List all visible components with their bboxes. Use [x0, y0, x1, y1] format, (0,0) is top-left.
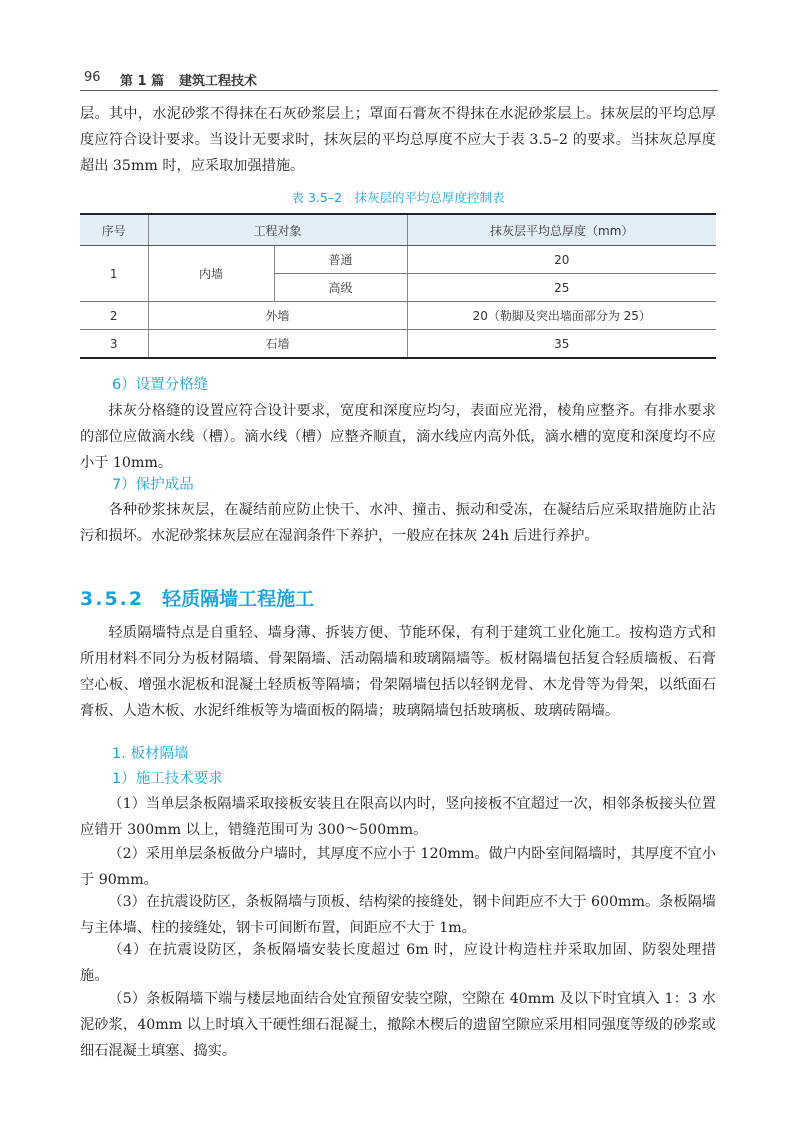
sub7-paragraph: 各种砂浆抹灰层，在凝结前应防止快干、水冲、撞击、振动和受冻，在凝结后应采取措施防止沾污和损坏。水泥砂浆抹灰层应在湿润条件下养护，一般应在抹灰 24h 后进行养护。 [80, 502, 716, 544]
header-divider [80, 90, 718, 91]
part-title: 建筑工程技术 [179, 74, 258, 89]
heading-6: 6）设置分格缝 [112, 377, 209, 393]
heading-part1-sub1: 1）施工技术要求 [112, 771, 223, 787]
section-number: 3.5.2 [80, 588, 145, 610]
sub7-block [80, 497, 716, 549]
cell-object: 石墙 [148, 330, 407, 359]
section-title: 轻质隔墙工程施工 [162, 588, 315, 610]
list-item: （5）条板隔墙下端与楼层地面结合处宜预留安装空隙，空隙在 40mm 及以下时宜填入 1：3 水泥砂浆，40mm 以上时填入干硬性细石混凝土，撤除木楔后的遗留空隙应采用相同强度等级的砂浆或细石混凝土填塞、捣实。 [80, 991, 716, 1059]
heading-7: 7）保护成品 [112, 477, 194, 493]
header-object: 工程对象 [148, 214, 407, 246]
table-row [80, 246, 716, 274]
list-item: （1）当单层条板隔墙采取接板安装且在限高以内时，竖向接板不宜超过一次，相邻条板接头位置应错开 300mm 以上，错缝范围可为 300～500mm。 [80, 796, 716, 838]
cell-value: 20 [407, 246, 716, 274]
cell-value: 35 [407, 330, 716, 359]
item-5-block [80, 986, 716, 1064]
table-header-row [80, 214, 716, 246]
cell-value: 25 [407, 274, 716, 302]
table-caption: 表 3.5–2 抹灰层的平均总厚度控制表 [291, 190, 505, 205]
header-thickness: 抹灰层平均总厚度（mm） [407, 214, 716, 246]
part-label: 第 1 篇 [120, 74, 165, 89]
item-1-block [80, 791, 716, 843]
cell-sub: 普通 [274, 246, 407, 274]
cell-value: 20（勒脚及突出墙面部分为 25） [407, 302, 716, 330]
running-header [84, 70, 716, 92]
item-3-block [80, 889, 716, 941]
table-row [80, 330, 716, 359]
list-item: （4）在抗震设防区，条板隔墙安装长度超过 6m 时，应设计构造柱并采取加固、防裂处理措施。 [80, 942, 716, 984]
heading-part1: 1. 板材隔墙 [112, 746, 189, 762]
intro-paragraph-block [80, 101, 716, 179]
page-number: 96 [84, 70, 101, 85]
thickness-table [80, 213, 716, 359]
list-item: （2）采用单层条板做分户墙时，其厚度不应小于 120mm。做户内卧室间隔墙时，其厚度不宜小于 90mm。 [80, 846, 716, 888]
sub6-paragraph: 抹灰分格缝的设置应符合设计要求，宽度和深度应均匀，表面应光滑，棱角应整齐。有排水要求的部位应做滴水线（槽）。滴水线（槽）应整齐顺直，滴水线应内高外低，滴水槽的宽度和深度均不应小于 10mm。 [80, 403, 716, 471]
list-item: （3）在抗震设防区，条板隔墙与顶板、结构梁的接缝处，钢卡间距应不大于 600mm。条板隔墙与主体墙、柱的接缝处，钢卡可间断布置，间距应不大于 1m。 [80, 894, 716, 936]
item-2-block [80, 841, 716, 893]
cell-object: 外墙 [148, 302, 407, 330]
section-intro-block [80, 620, 716, 724]
table-row [80, 302, 716, 330]
cell-object: 内墙 [148, 246, 274, 302]
header-no: 序号 [80, 214, 148, 246]
sub6-block [80, 398, 716, 476]
cell-sub: 高级 [274, 274, 407, 302]
section-heading [80, 584, 314, 611]
cell-no: 3 [80, 330, 148, 359]
section-intro-paragraph: 轻质隔墙特点是自重轻、墙身薄、拆装方便、节能环保，有利于建筑工业化施工。按构造方式和所用材料不同分为板材隔墙、骨架隔墙、活动隔墙和玻璃隔墙等。板材隔墙包括复合轻质墙板、石膏空心板、增强水泥板和混凝土轻质板等隔墙；骨架隔墙包括以轻钢龙骨、木龙骨等为骨架，以纸面石膏板、人造木板、水泥纤维板等为墙面板的隔墙；玻璃隔墙包括玻璃板、玻璃砖隔墙。 [80, 625, 716, 719]
item-4-block [80, 937, 716, 989]
cell-no: 2 [80, 302, 148, 330]
cell-no: 1 [80, 246, 148, 302]
intro-paragraph: 层。其中，水泥砂浆不得抹在石灰砂浆层上；罩面石膏灰不得抹在水泥砂浆层上。抹灰层的平均总厚度应符合设计要求。当设计无要求时，抹灰层的平均总厚度不应大于表 3.5–2 的要求。当抹灰总厚度超出 35mm 时，应采取加强措施。 [80, 106, 716, 174]
